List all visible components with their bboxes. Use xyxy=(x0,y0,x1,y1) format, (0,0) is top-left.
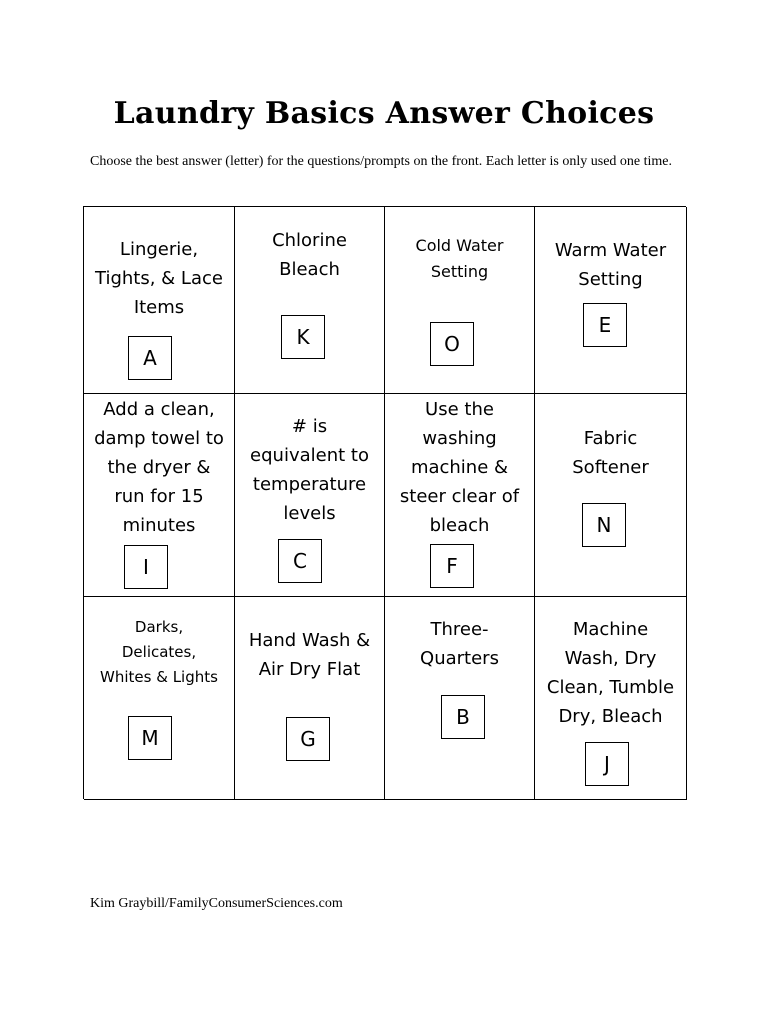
answer-text: Cold Water Setting xyxy=(415,236,504,281)
answer-text: Darks, Delicates, Whites & Lights xyxy=(100,618,218,686)
answer-letter: K xyxy=(281,315,325,359)
answer-letter: N xyxy=(582,503,626,547)
answer-cell xyxy=(385,207,535,394)
answer-text: Fabric Softener xyxy=(572,428,649,478)
answer-text: # is equivalent to temperature levels xyxy=(250,416,369,524)
answer-cell xyxy=(385,394,535,597)
answer-letter: J xyxy=(585,742,629,786)
answer-cell xyxy=(84,597,235,800)
answer-letter: C xyxy=(278,539,322,583)
answer-letter: G xyxy=(286,717,330,761)
answer-text: Machine Wash, Dry Clean, Tumble Dry, Bleach xyxy=(546,619,675,727)
answer-text: Warm Water Setting xyxy=(554,240,667,290)
answer-cell xyxy=(235,394,385,597)
answer-letter: F xyxy=(430,544,474,588)
answer-letter: B xyxy=(441,695,485,739)
answer-cell xyxy=(535,207,687,394)
answer-text: Hand Wash & Air Dry Flat xyxy=(248,630,371,680)
answer-grid xyxy=(83,206,686,799)
answer-letter: O xyxy=(430,322,474,366)
answer-text: Lingerie, Tights, & Lace Items xyxy=(95,239,223,318)
answer-cell xyxy=(84,207,235,394)
instructions-text: Choose the best answer (letter) for the questions/prompts on the front. Each letter is only used one time. xyxy=(90,154,673,169)
answer-text: Add a clean, damp towel to the dryer & run for 15 minutes xyxy=(94,399,224,536)
footer-credit: Kim Graybill/FamilyConsumerSciences.com xyxy=(90,896,343,911)
answer-cell xyxy=(235,207,385,394)
answer-cell xyxy=(385,597,535,800)
answer-cell xyxy=(84,394,235,597)
answer-letter: A xyxy=(128,336,172,380)
answer-text: Three- Quarters xyxy=(420,619,499,669)
answer-cell xyxy=(235,597,385,800)
answer-text: Chlorine Bleach xyxy=(272,230,347,280)
answer-letter: E xyxy=(583,303,627,347)
answer-text: Use the washing machine & steer clear of bleach xyxy=(399,399,520,536)
answer-letter: I xyxy=(124,545,168,589)
answer-cell xyxy=(535,597,687,800)
answer-letter: M xyxy=(128,716,172,760)
page-title: Laundry Basics Answer Choices xyxy=(113,96,655,131)
answer-cell xyxy=(535,394,687,597)
